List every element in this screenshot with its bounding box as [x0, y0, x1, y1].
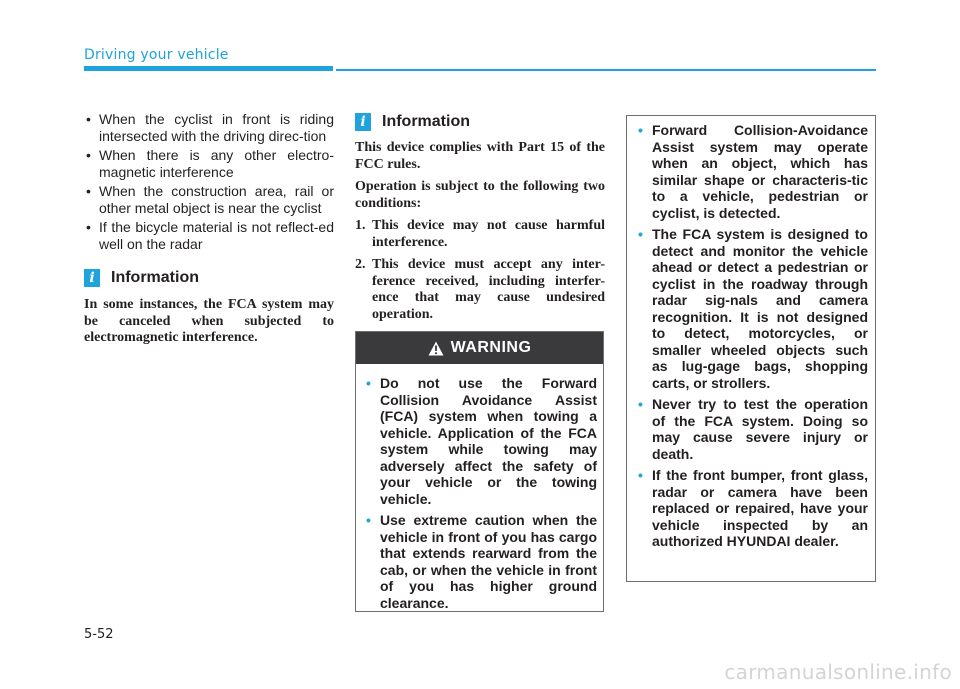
fcc-paragraph-1: This device complies with Part 15 of the FCC rules. [355, 140, 605, 172]
item-number: 1. [355, 218, 366, 233]
list-item: • Use extreme caution when the vehicle in front of you has cargo that extends rearward from the cab, or when the vehicle in front of you has higher ground clearance. [366, 512, 597, 611]
right-caution-box [626, 115, 876, 582]
info-heading-left [84, 269, 334, 287]
info-title: Information [382, 113, 470, 130]
info-body-left [84, 297, 334, 347]
watermark: carmanualsonline.info [724, 660, 952, 684]
list-item: • When the cyclist in front is riding intersected with the driving direc-tion [84, 111, 334, 144]
info-title: Information [111, 269, 199, 286]
section-title: Driving your vehicle [84, 47, 229, 63]
warning-header [356, 332, 603, 364]
list-item: • Do not use the Forward Collision Avoidance Assist (FCA) system when towing a vehicle. Application of the FCA system while towing may adversely affect the safety of your vehicle or the towing vehicle. [366, 375, 597, 507]
info-paragraph: In some instances, the FCA system may be canceled when subjected to electromagnetic interference. [84, 297, 334, 345]
warning-box [355, 331, 604, 612]
info-icon: i [84, 269, 100, 287]
cyclist-conditions-list [84, 111, 334, 252]
info-heading-middle [355, 113, 605, 131]
warning-content [356, 364, 603, 611]
list-item: • When there is any other electro-magnetic interference [84, 147, 334, 180]
middle-column [355, 113, 605, 329]
list-item: • Never try to test the operation of the FCA system. Doing so may cause severe injury or death. [638, 396, 868, 462]
item-text: This device may not cause harmful interference. [372, 218, 605, 250]
header-rule-thick [84, 66, 333, 71]
fcc-conditions-list [355, 218, 605, 323]
fcc-paragraph-2: Operation is subject to the following two conditions: [355, 179, 605, 211]
warning-triangle-icon [428, 341, 444, 356]
info-icon: i [355, 113, 371, 131]
page-number: 5-52 [84, 627, 114, 642]
list-item: • Forward Collision-Avoidance Assist system may operate when an object, which has similar shape or characteris-tic to a vehicle, pedestrian or cyclist, is detected. [638, 122, 868, 221]
caution-list [638, 122, 868, 550]
left-column [84, 111, 334, 353]
warning-label: WARNING [450, 339, 532, 356]
item-text: This device must accept any inter-ference received, including interfer-ence that may cause undesired operation. [372, 257, 605, 322]
header-rule-thin [336, 69, 876, 71]
fcc-info-body [355, 140, 605, 323]
item-number: 2. [355, 257, 366, 272]
list-item [355, 218, 605, 251]
list-item: • If the bicycle material is not reflect-ed well on the radar [84, 219, 334, 252]
list-item: • When the construction area, rail or other metal object is near the cyclist [84, 183, 334, 216]
list-item: • If the front bumper, front glass, radar or camera have been replaced or repaired, have your vehicle inspected by an authorized HYUNDAI dealer. [638, 467, 868, 550]
warning-list [366, 375, 597, 611]
list-item: • The FCA system is designed to detect and monitor the vehicle ahead or detect a pedestrian or cyclist in the roadway through radar sig-nals and camera recognition. It is not designed to detect, motorcycles, or smaller wheeled objects such as lug-gage bags, shopping carts, or strollers. [638, 226, 868, 391]
list-item [355, 257, 605, 323]
